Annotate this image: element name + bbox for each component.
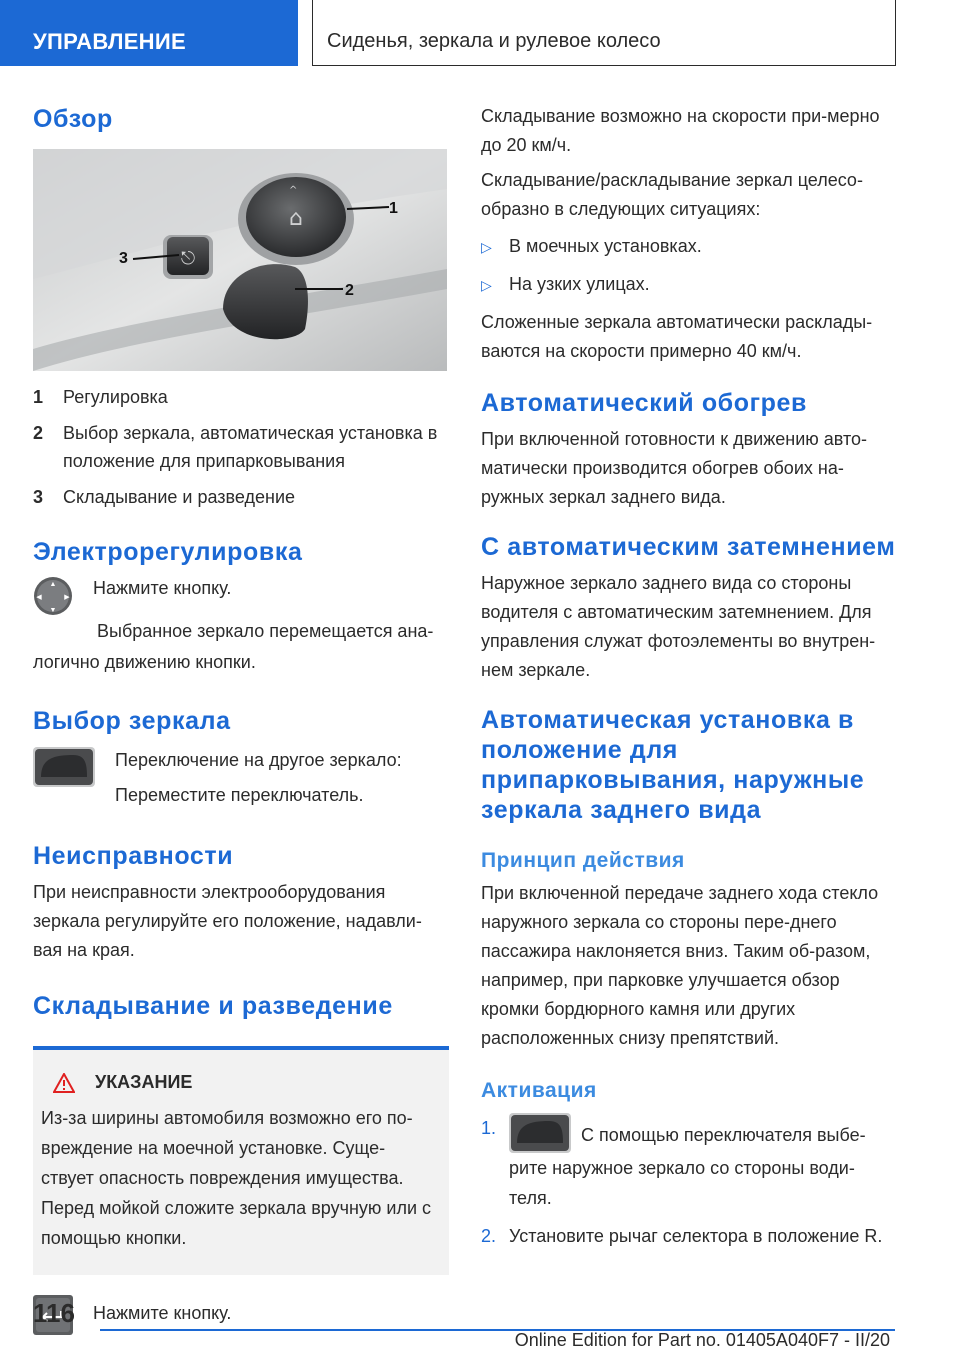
list-item: ▷ На узких улицах. <box>481 270 896 300</box>
photo-label-2: 2 <box>345 282 354 299</box>
heat-text: При включенной готовности к движению авто-матически производится обогрев обоих на-ружных зеркал заднего вида. <box>481 429 868 507</box>
fold-heading: Складывание и разведение <box>33 992 393 1020</box>
warning-icon <box>53 1073 75 1093</box>
list-item: ▷ В моечных установках. <box>481 232 896 262</box>
svg-text:◀: ◀ <box>36 594 42 601</box>
activation-steps <box>481 1113 896 1251</box>
select-instruction: Переключение на другое зеркало: <box>115 750 402 770</box>
overview-heading: Обзор <box>33 105 113 133</box>
electro-description: Выбранное зеркало перемещается ана-логично движению кнопки. <box>33 621 434 672</box>
select-heading: Выбор зеркала <box>33 707 231 735</box>
svg-text:▶: ▶ <box>64 594 70 601</box>
fault-text: При неисправности электрооборудования зеркала регулируйте его положение, надавли-вая на края. <box>33 882 422 960</box>
list-item: 2. Установите рычаг селектора в положение R. <box>481 1226 883 1246</box>
right-column <box>481 102 896 1251</box>
dim-text: Наружное зеркало заднего вида со стороны водителя с автоматическим затемнением. Для управления служат фотоэлементы во внутрен-нем зеркале. <box>481 573 876 680</box>
principle-heading: Принцип действия <box>481 849 685 872</box>
warning-text: Из-за ширины автомобиля возможно его по-вреждение на моечной установке. Суще-ствует опасность повреждения имущества. Перед мойкой сложите зеркала вручную или с помощью кнопки. <box>41 1108 431 1248</box>
section-title: УПРАВЛЕНИЕ <box>33 29 186 54</box>
legend-item: 1 Регулировка <box>33 387 168 407</box>
situations-list <box>481 232 896 300</box>
park-heading: Автоматическая установка в положение для припарковывания, наружные зеркала заднего вида <box>481 706 865 824</box>
principle-text: При включенной передаче заднего хода стекло наружного зеркала со стороны пере-днего пассажира наклоняется вниз. Таким об-разом, например, при парковке улучшается обзор кромки бордюрного камня или других расположенных снизу препятствий. <box>481 883 879 1048</box>
dim-heading: С автоматическим затемнением <box>481 533 896 561</box>
mirror-controls-photo <box>33 149 447 371</box>
adjust-knob-icon <box>33 576 73 616</box>
electro-instruction: Нажмите кнопку. <box>93 578 232 598</box>
speed-text: Складывание возможно на скорости при-мерно до 20 км/ч. <box>481 106 880 155</box>
fold-instruction: Нажмите кнопку. <box>93 1303 232 1323</box>
photo-label-1: 1 <box>389 200 398 217</box>
bullet-triangle-icon: ▷ <box>481 239 492 255</box>
photo-label-3: 3 <box>119 250 128 267</box>
bullet-triangle-icon: ▷ <box>481 277 492 293</box>
fold-situations-text: Складывание/раскладывание зеркал целесо-образно в следующих ситуациях: <box>481 170 863 219</box>
svg-text:▼: ▼ <box>49 607 57 614</box>
photo-legend <box>33 383 449 511</box>
svg-text:^: ^ <box>289 185 298 196</box>
svg-text:⌂: ⌂ <box>289 206 303 231</box>
heat-heading: Автоматический обогрев <box>481 389 807 417</box>
list-item: 1. С помощью переключателя выбе-рите наружное зеркало со стороны води-теля. <box>481 1113 896 1213</box>
legend-item: 2 Выбор зеркала, автоматическая установка в положение для припарковывания <box>33 423 438 471</box>
legend-item: 3 Складывание и разведение <box>33 487 296 507</box>
svg-text:▲: ▲ <box>49 581 57 588</box>
fault-heading: Неисправности <box>33 842 234 870</box>
edition-text: Online Edition for Part no. 01405A040F7 - II/20 <box>514 1330 890 1350</box>
warning-box <box>33 1046 449 1275</box>
left-column <box>33 100 449 1335</box>
activation-heading: Активация <box>481 1079 597 1102</box>
auto-unfold-text: Сложенные зеркала автоматически расклады-ваются на скорости примерно 40 км/ч. <box>481 312 873 361</box>
electro-heading: Электрорегулировка <box>33 538 303 566</box>
mirror-selector-icon <box>509 1113 571 1153</box>
chapter-tab <box>312 0 896 66</box>
select-description: Переместите переключатель. <box>115 785 364 805</box>
warning-title: УКАЗАНИЕ <box>95 1072 193 1092</box>
chapter-title: Сиденья, зеркала и рулевое колесо <box>327 30 661 52</box>
section-tab <box>0 0 298 66</box>
page-number: 116 <box>33 1298 75 1328</box>
svg-text:⎋: ⎋ <box>180 248 196 269</box>
mirror-selector-icon <box>33 747 95 787</box>
